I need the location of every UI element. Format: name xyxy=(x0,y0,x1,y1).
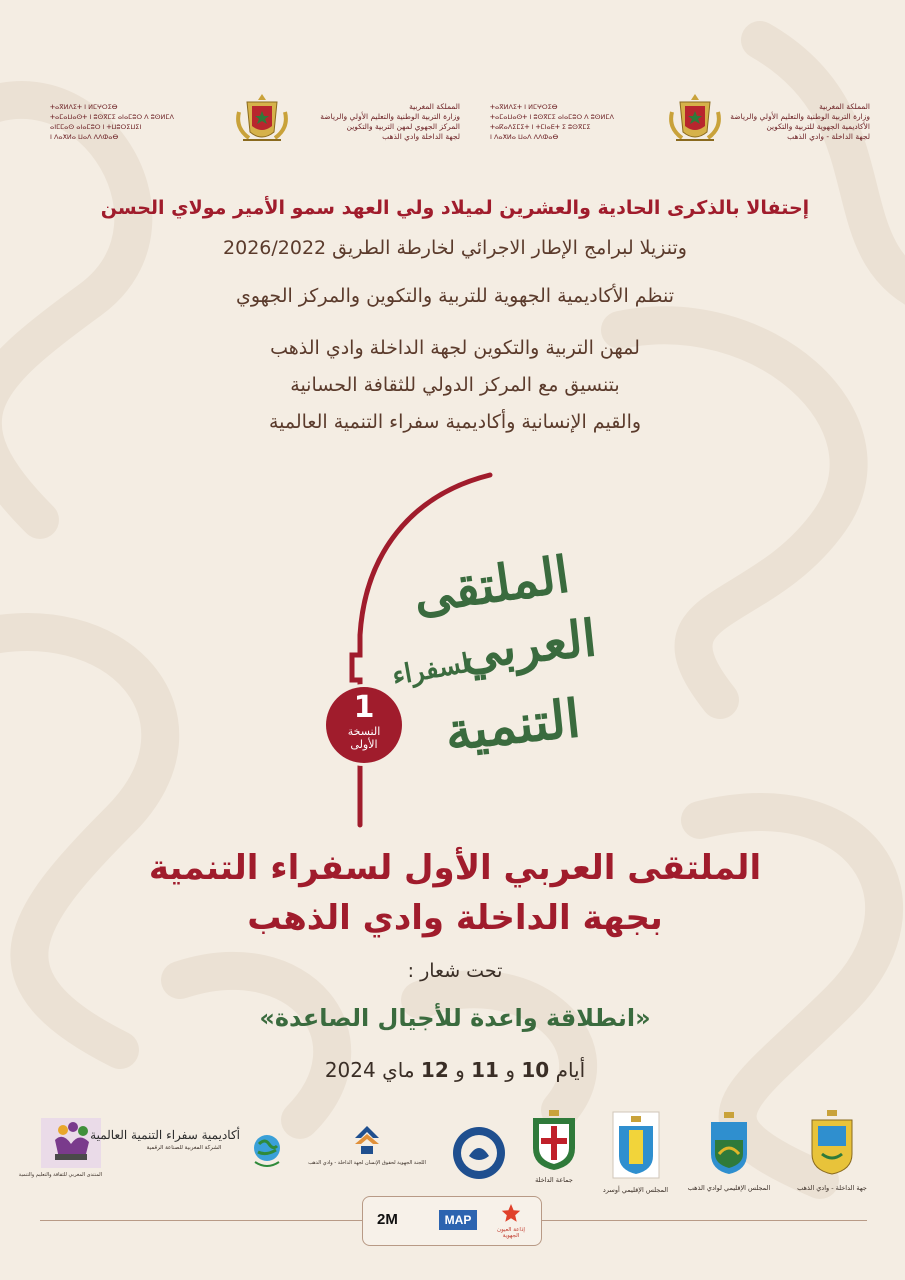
royal-emblem-icon xyxy=(666,90,724,148)
partner-ousserd-council: المجلس الإقليمي أوسرد xyxy=(604,1108,668,1194)
partner-globe-logo xyxy=(250,1126,284,1174)
partner-oued-eddahab-council: المجلس الإقليمي لوادي الذهب xyxy=(684,1110,774,1192)
tifinagh-text-left: ⵜⴰⴳⵍⴷⵉⵜ ⵏ ⵍⵎⵖⵔⵉⴱ ⵜⴰⵎⴰⵡⴰⵙⵜ ⵏ ⵓⵙⴳⵎⵉ ⴰⵏⴰⵎⵓⵔ ⴷ ⵓⵙⵍⵎⴷ ⴰⵏⵎⵎⴰⵙ ⴰⵏⴰⵎⵓⵔ ⵏ ⵜⵡⵓⵔⵉⵡⵉⵏ ⵏ ⴷⴰⵅⵍⴰ ⵡⴰⴷ ⴷⴷⵀⴰⴱ xyxy=(50,103,174,141)
arabic-org-text-left: المملكة المغربية وزارة التربية الوطنية والتعليم الأولي والرياضة المركز الجهوي لمهن التربية والتكوين لجهة الداخلة وادي الذهب xyxy=(320,102,460,141)
logo-word-4: التنمية xyxy=(441,688,583,763)
header-crmef xyxy=(50,92,460,152)
royal-emblem-icon xyxy=(233,90,291,148)
tifinagh-text-right: ⵜⴰⴳⵍⴷⵉⵜ ⵏ ⵍⵎⵖⵔⵉⴱ ⵜⴰⵎⴰⵡⴰⵙⵜ ⵏ ⵓⵙⴳⵎⵉ ⴰⵏⴰⵎⵓⵔ ⴷ ⵓⵙⵍⵎⴷ ⵜⴰⴽⴰⴷⵉⵎⵉⵜ ⵏ ⵜⵎⵏⴰⴹⵜ ⵉ ⵓⵙⴳⵎⵉ ⵏ ⴷⴰⵅⵍⴰ ⵡⴰⴷ ⴷⴷⵀⴰⴱ xyxy=(490,103,614,141)
divider-right xyxy=(542,1220,867,1221)
logo-calligraphy xyxy=(389,525,600,795)
partner-cnhr-logo: اللجنة الجهوية لحقوق الإنسان لجهة الداخلة - وادي الذهب xyxy=(302,1122,432,1166)
partner-academy-logo: أكاديمية سفراء التنمية العالمية الشركة المغربية للصناعة الرقمية xyxy=(90,1128,240,1151)
intro-line-6: والقيم الإنسانية وأكاديمية سفراء التنمية العالمية xyxy=(268,411,642,433)
partner-circle-logo xyxy=(452,1126,506,1184)
partner-dakhla-commune: جماعة الداخلة xyxy=(527,1108,581,1184)
people-group-icon xyxy=(41,1118,101,1168)
circular-seal-icon xyxy=(452,1126,506,1180)
edition-number: 1 xyxy=(353,690,375,725)
main-title-1: الملتقى العربي الأول لسفراء التنمية xyxy=(148,848,762,888)
intro-line-3: تنظم الأكاديمية الجهوية للتربية والتكوين والمركز الجهوي xyxy=(235,285,675,307)
header-aref xyxy=(490,92,870,152)
crest-shield-icon xyxy=(808,1108,856,1180)
event-logo xyxy=(290,465,610,855)
logo-word-3: لسفراء xyxy=(389,648,473,692)
human-rights-icon xyxy=(347,1122,387,1156)
event-dates: أيام 10 و 11 و 12 ماي 2024 xyxy=(324,1058,586,1082)
media-map-logo: MAP xyxy=(439,1210,477,1230)
logo-word-2: العربي xyxy=(456,608,599,681)
star-icon xyxy=(501,1203,521,1223)
intro-line-1: إحتفالا بالذكرى الحادية والعشرين لميلاد ولي العهد سمو الأمير مولاي الحسن xyxy=(100,197,810,219)
media-laayoune-logo: إذاعة العيون الجهوية xyxy=(493,1203,529,1239)
media-partners xyxy=(362,1196,542,1246)
crest-shield-icon xyxy=(611,1108,661,1182)
edition-badge xyxy=(326,687,402,763)
media-2m-logo: 2M xyxy=(377,1211,398,1228)
partner-forum-logo: المنتدى المغربي للثقافة والتعليم والتنمية xyxy=(40,1118,102,1178)
motto: «انطلاقة واعدة للأجيال الصاعدة» xyxy=(259,1004,651,1032)
intro-line-5: بتنسيق مع المركز الدولي للثقافة الحسانية xyxy=(290,374,620,396)
main-title-2: بجهة الداخلة وادي الذهب xyxy=(247,898,663,938)
intro-line-2: وتنزيلا لبرامج الإطار الاجرائي لخارطة الطريق 2026/2022 xyxy=(223,237,687,259)
partner-dakhla-region: جهة الداخلة - وادي الذهب xyxy=(792,1108,872,1192)
motto-label: تحت شعار : xyxy=(407,960,503,982)
crest-shield-icon xyxy=(705,1110,753,1180)
crest-shield-icon xyxy=(529,1108,579,1172)
globe-icon xyxy=(251,1126,283,1170)
logo-word-1: الملتقى xyxy=(410,544,574,625)
edition-label-2: الأولى xyxy=(350,738,378,751)
arabic-org-text-right: المملكة المغربية وزارة التربية الوطنية والتعليم الأولي والرياضة الأكاديمية الجهوية للتربية والتكوين لجهة الداخلة - وادي الذهب xyxy=(730,102,870,141)
divider-left xyxy=(40,1220,362,1221)
intro-line-4: لمهن التربية والتكوين لجهة الداخلة وادي الذهب xyxy=(270,337,640,359)
edition-label-1: النسخة xyxy=(347,725,381,738)
